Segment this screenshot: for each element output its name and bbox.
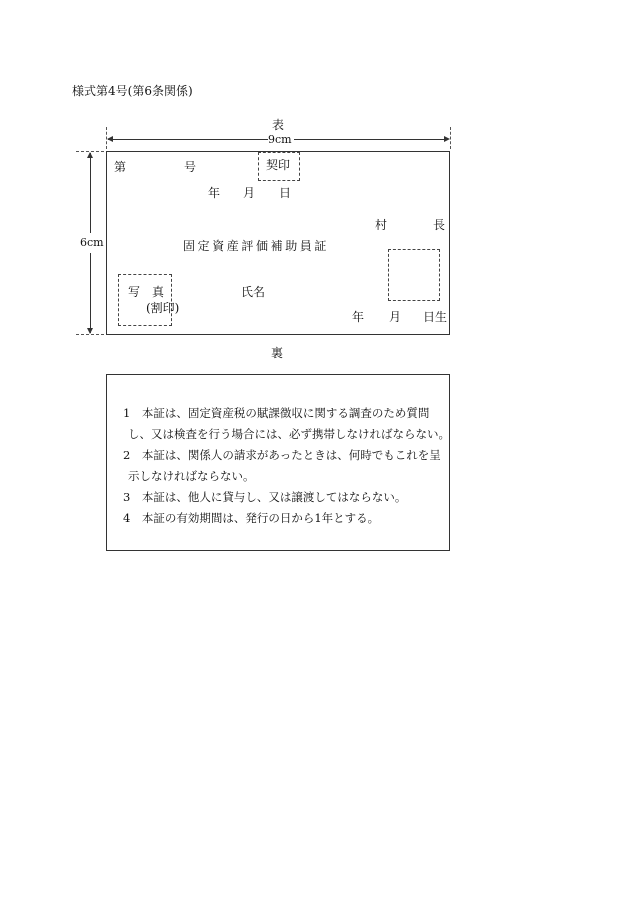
birth-year-label: 年: [352, 310, 365, 324]
height-dimension-label: 6cm: [80, 236, 104, 249]
width-dimension-line-right: [294, 139, 448, 140]
note-line: 4 本証の有効期間は、発行の日から1年とする。: [123, 511, 380, 525]
photo-box: [118, 274, 172, 326]
height-extension-bottom: [76, 334, 104, 335]
back-side-label: 裏: [271, 346, 284, 360]
width-extension-right: [450, 127, 451, 149]
name-label: 氏名: [241, 285, 266, 299]
width-arrow-left: [107, 136, 113, 142]
issue-year-label: 年: [208, 186, 221, 200]
photo-label: 写 真: [128, 285, 165, 299]
birth-day-label: 日生: [423, 310, 448, 324]
height-dimension-line-top: [90, 153, 91, 233]
width-dimension-line-left: [108, 139, 268, 140]
note-line: 2 本証は、関係人の請求があったときは、何時でもこれを呈: [123, 448, 441, 462]
note-line: 3 本証は、他人に貸与し、又は譲渡してはならない。: [123, 490, 407, 504]
front-side-label: 表: [272, 118, 285, 132]
official-seal-box: [388, 249, 440, 301]
seal-label: 契印: [266, 158, 291, 172]
birth-month-label: 月: [389, 310, 402, 324]
issue-month-label: 月: [243, 186, 256, 200]
village-label: 村: [375, 218, 388, 232]
width-arrow-right: [444, 136, 450, 142]
height-arrow-up: [87, 152, 93, 158]
form-number-label: 様式第4号(第6条関係): [72, 84, 193, 98]
chief-label: 長: [433, 218, 446, 232]
height-arrow-down: [87, 328, 93, 334]
note-line: 1 本証は、固定資産税の賦課徴収に関する調査のため質問: [123, 406, 430, 420]
height-dimension-line-bottom: [90, 253, 91, 333]
number-prefix: 第: [114, 160, 127, 174]
number-suffix: 号: [184, 160, 197, 174]
photo-seal-note: (割印): [146, 301, 180, 315]
card-back: [106, 374, 450, 551]
note-line: し、又は検査を行う場合には、必ず携帯しなければならない。: [128, 427, 450, 441]
width-dimension-label: 9cm: [268, 133, 292, 146]
note-line: 示しなければならない。: [128, 469, 255, 483]
issue-day-label: 日: [279, 186, 292, 200]
card-front: [106, 151, 450, 335]
certificate-title: 固定資産評価補助員証: [183, 239, 330, 253]
